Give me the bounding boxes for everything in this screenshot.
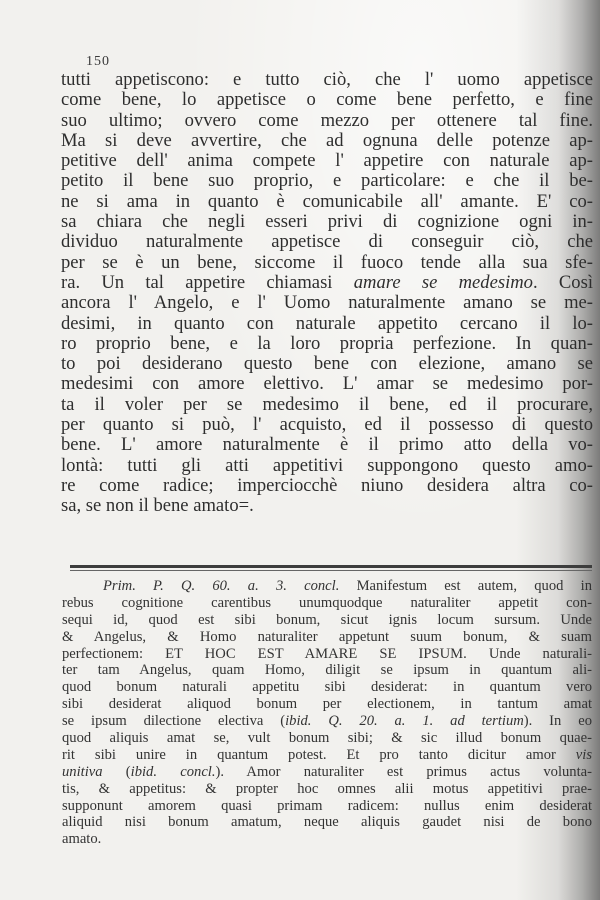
text-span: medesimi con amore elettivo. L' amar se medesimo por- — [61, 373, 593, 395]
footnote-line — [62, 798, 592, 815]
footnote-separator-rule — [70, 565, 592, 573]
text-span: petitive dell' anima compete l' appetire con naturale ap- — [61, 150, 593, 172]
text-span: ne si ama in quanto è comunicabile all' amante. E' co- — [61, 190, 593, 212]
text-line — [61, 354, 593, 374]
text-line — [61, 111, 593, 131]
text-span: Ma si deve avvertire, che ad ognuna delle potenze ap- — [61, 129, 593, 151]
text-line — [61, 476, 593, 496]
text-span: per se è un bene, siccome il fuoco tende alla sua sfe- — [61, 251, 593, 273]
text-line — [61, 293, 593, 313]
text-line — [61, 273, 593, 293]
footnote-line — [62, 612, 592, 629]
footnote-line — [62, 662, 592, 679]
text-span: ). In eo — [523, 713, 592, 730]
text-span: tutti appetiscono: e tutto ciò, che l' uomo appetisce — [61, 69, 593, 90]
italic-text-span: unitiva — [62, 763, 103, 780]
footnote-line — [62, 747, 592, 764]
text-span: amato. — [62, 831, 102, 848]
text-line — [61, 90, 593, 110]
text-span: tis, & appetitus: & propter hoc omnes alii motus appetitivi prae- — [62, 780, 592, 797]
footnote-line — [62, 764, 592, 781]
text-span: supponunt amorem quasi primam radicem: nullus enim desiderat — [62, 797, 592, 814]
text-span: bene. L' amore naturalmente è il primo atto della vo- — [61, 434, 593, 456]
footnote-line — [62, 646, 592, 663]
italic-text-span: ibid. concl. — [130, 763, 216, 780]
main-text-block — [61, 70, 593, 517]
text-span: ter tam Angelus, quam Homo, diligit se ipsum in quantum ali- — [62, 662, 592, 679]
text-line — [61, 192, 593, 212]
italic-text-span: ibid. Q. 20. a. 1. ad tertium — [285, 713, 524, 730]
footnote-line — [62, 696, 592, 713]
text-line — [61, 496, 593, 516]
text-span: sa chiara che negli esseri privi di cognizione ogni in- — [61, 211, 593, 233]
text-line — [61, 232, 593, 252]
text-span: perfectionem: ET HOC EST AMARE SE IPSUM. Unde naturali- — [62, 645, 592, 662]
text-line — [61, 212, 593, 232]
text-span: to poi desiderano questo bene con elezione, amano se — [61, 353, 593, 375]
footnote-line — [62, 814, 592, 831]
footnote-line — [62, 831, 592, 848]
footnote-line — [62, 629, 592, 646]
text-span: quod bonum naturali appetitu sibi desiderat: in quantum vero — [62, 679, 592, 696]
text-line — [61, 435, 593, 455]
text-span: sa, se non il bene amato=. — [61, 495, 254, 517]
footnote-line — [62, 730, 592, 747]
text-span: re come radice; imperciocchè niuno desidera altra co- — [61, 474, 593, 496]
text-span: come bene, lo appetisce o come bene perfetto, e fine — [61, 89, 593, 111]
text-line — [61, 314, 593, 334]
text-line — [61, 253, 593, 273]
text-span: suo ultimo; ovvero come mezzo per ottenere tal fine. — [61, 109, 593, 131]
text-span: sibi desiderat aliquod bonum per electionem, in tantum amat — [62, 696, 592, 713]
italic-text-span: amare se medesimo — [353, 271, 533, 293]
italic-text-span: Prim. P. Q. 60. a. 3. concl. — [103, 578, 340, 594]
text-span: ancora l' Angelo, e l' Uomo naturalmente amano se me- — [61, 292, 593, 314]
text-line — [61, 395, 593, 415]
rule-thick — [70, 565, 592, 568]
text-span: Manifestum est autem, quod in — [339, 578, 592, 594]
text-span: ). Amor naturaliter est primus actus volunta- — [215, 763, 592, 780]
page-number: 150 — [86, 54, 110, 69]
footnote-line — [62, 595, 592, 612]
text-line — [61, 151, 593, 171]
text-span: ( — [102, 763, 131, 780]
italic-text-span: vis — [575, 746, 592, 763]
text-span: rit sibi unire in quantum potest. Et pro tanto dicitur amor — [62, 746, 576, 763]
text-span: ta il voler per se medesimo il bene, ed il procurare, — [61, 393, 593, 415]
text-line — [61, 334, 593, 354]
text-span: lontà: tutti gli atti appetitivi suppongono questo amo- — [61, 454, 593, 476]
text-span: ra. Un tal appetire chiamasi — [61, 271, 354, 293]
text-line — [61, 70, 593, 90]
text-span: . Così — [532, 271, 593, 293]
text-span: per quanto si può, l' acquisto, ed il possesso di questo — [61, 414, 593, 436]
text-span: petito il bene suo proprio, e particolare: e che il be- — [61, 170, 593, 192]
text-span: quod aliquis amat se, vult bonum sibi; & sic illud bonum quae- — [62, 730, 592, 747]
text-line — [61, 374, 593, 394]
text-line — [61, 171, 593, 191]
text-line — [61, 415, 593, 435]
footnote-line — [62, 578, 592, 595]
footnote-line — [62, 781, 592, 798]
text-span: dividuo naturalmente appetisce di conseguir ciò, che — [61, 231, 593, 253]
text-span: ro proprio bene, e la loro propria perfezione. In quan- — [61, 332, 593, 354]
text-span: sequi id, quod est sibi bonum, sicut ignis locum sursum. Unde — [62, 611, 592, 628]
text-line — [61, 131, 593, 151]
text-span: & Angelus, & Homo naturaliter appetunt suum bonum, & suam — [62, 628, 592, 645]
text-span: desimi, in quanto con naturale appetito cercano il lo- — [61, 312, 593, 334]
text-span: rebus cognitione carentibus unumquodque naturaliter appetit con- — [62, 594, 592, 611]
footnote-line — [62, 713, 592, 730]
rule-thin — [70, 570, 592, 571]
text-line — [61, 456, 593, 476]
footnote-line — [62, 679, 592, 696]
text-span: se ipsum dilectione electiva ( — [62, 713, 286, 730]
footnote-block — [62, 578, 592, 848]
text-span: aliquid nisi bonum amatum, neque aliquis gaudet nisi de bono — [62, 814, 592, 831]
